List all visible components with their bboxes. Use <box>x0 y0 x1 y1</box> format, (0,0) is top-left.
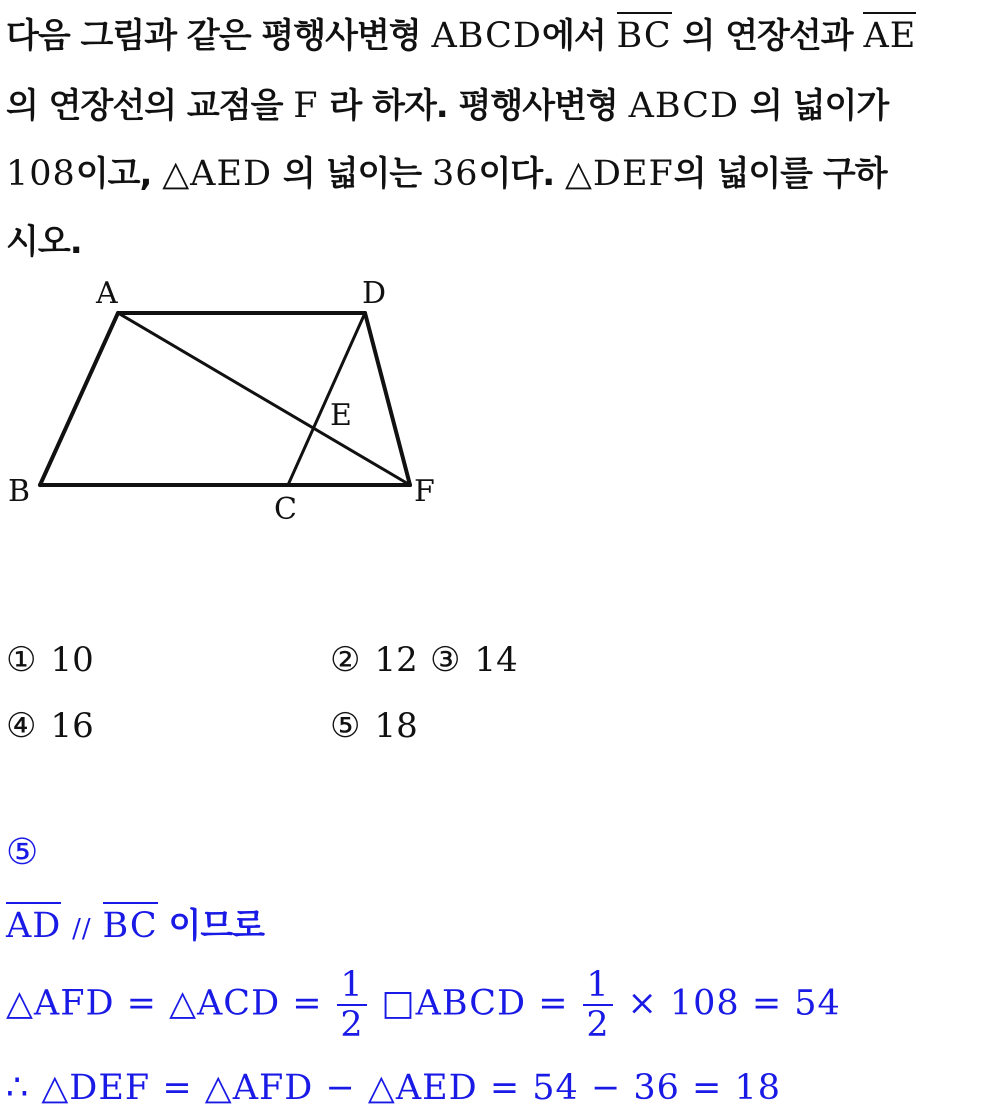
choice-value: 14 <box>474 640 518 680</box>
choice-number: ⑤ <box>330 706 361 746</box>
math-expression: × 108 = 54 <box>627 983 841 1024</box>
choice-number: ④ <box>6 706 37 746</box>
problem-line-4 <box>6 214 82 263</box>
problem-text: 에서 <box>541 16 606 56</box>
fraction-denominator: 2 <box>586 1005 610 1045</box>
problem-text: 의 넓이는 <box>282 154 422 194</box>
choice-number: ① <box>6 640 37 680</box>
label-c: C <box>274 492 297 525</box>
choice-value: 18 <box>374 706 418 746</box>
problem-text: 의 연장선과 <box>682 16 853 56</box>
parallelogram-figure <box>0 275 460 525</box>
choice-2[interactable] <box>330 640 418 680</box>
label-a: A <box>96 276 118 311</box>
problem-line-1 <box>6 8 916 57</box>
solution-line-2 <box>6 966 841 1044</box>
fraction-numerator: 1 <box>337 966 366 1006</box>
math-triangle-def: △DEF <box>564 154 674 194</box>
solution-line-3 <box>6 1068 781 1108</box>
fraction-one-half <box>583 966 612 1044</box>
segment-af <box>118 313 410 485</box>
choice-value: 12 <box>374 640 418 680</box>
problem-line-2 <box>6 78 888 127</box>
problem-text: 이다. <box>478 154 555 194</box>
problem-text: 다음 그림과 같은 평행사변형 <box>6 16 421 56</box>
segment-ab <box>40 313 118 485</box>
problem-text: 의 연장선의 교점을 <box>6 86 283 126</box>
label-b: B <box>8 474 31 509</box>
problem-text: 라 하자. 평행사변형 <box>329 86 618 126</box>
label-f: F <box>414 474 435 509</box>
math-108: 108 <box>6 154 76 194</box>
solution-text: 이므로 <box>168 906 265 946</box>
solution-line-1 <box>6 898 264 947</box>
choice-number: ③ <box>430 640 461 680</box>
math-expression: □ABCD = <box>381 983 569 1024</box>
choice-1[interactable] <box>6 640 94 680</box>
answer: ⑤ <box>6 832 39 873</box>
fraction-one-half <box>337 966 366 1044</box>
problem-text: 이고, <box>75 154 152 194</box>
choice-value: 10 <box>50 640 94 680</box>
choice-value: 16 <box>50 706 94 746</box>
label-d: D <box>362 276 387 311</box>
math-segment-ad: AD <box>6 902 61 946</box>
problem-text: 의 넓이를 구하 <box>673 154 887 194</box>
segment-df <box>365 313 410 485</box>
label-e: E <box>330 398 352 433</box>
fraction-denominator: 2 <box>340 1005 364 1045</box>
problem-text: 시오. <box>6 222 82 262</box>
math-f: F <box>293 86 319 126</box>
math-36: 36 <box>431 154 479 194</box>
choice-4[interactable] <box>6 706 94 746</box>
math-abcd: ABCD <box>431 16 542 56</box>
math-segment-bc: BC <box>103 902 158 946</box>
segment-cd <box>288 313 365 485</box>
math-conclusion: ∴ △DEF = △AFD − △AED = 54 − 36 = 18 <box>6 1068 782 1108</box>
math-segment-ae: AE <box>863 12 916 56</box>
math-expression: △AFD = △ACD = <box>6 983 323 1024</box>
math-abcd: ABCD <box>628 86 740 126</box>
fraction-numerator: 1 <box>583 966 612 1006</box>
choice-number: ② <box>330 640 361 680</box>
math-segment-bc: BC <box>617 12 672 56</box>
choice-5[interactable] <box>330 706 418 746</box>
problem-text: 의 넓이가 <box>749 86 889 126</box>
math-triangle-aed: △AED <box>162 154 273 194</box>
choice-3[interactable] <box>430 640 518 680</box>
problem-line-3 <box>6 146 887 195</box>
parallel-symbol: // <box>72 914 92 944</box>
